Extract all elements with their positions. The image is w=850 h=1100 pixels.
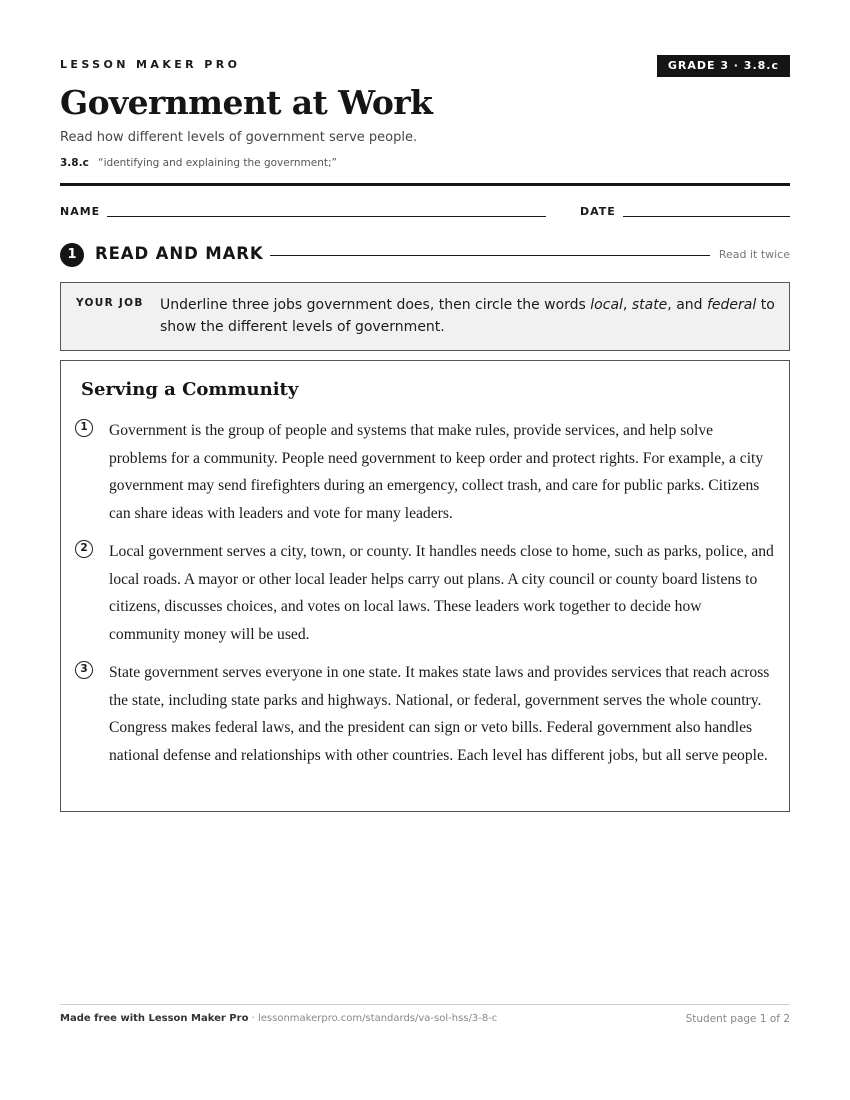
date-field[interactable] [623,216,790,217]
footer-made-with: Made free with Lesson Maker Pro [60,1013,249,1024]
section-note: Read it twice [718,248,790,261]
task-text-part: Underline three jobs government does, then circle the words [160,297,591,313]
paragraph-number-icon: 2 [75,540,93,558]
worksheet-page [60,0,790,1100]
task-word-state: state [631,297,668,313]
reading-passage [60,360,790,812]
paragraph-text: State government serves everyone in one state. It makes state laws and provides services that reach across the state, including state parks and highways. National, or federal, government serves the whole country. Congress makes federal laws, and the president can sign or veto bills. Federal government also handles national defense and relationships with other countries. Each level has different jobs, but all serve people. [109,664,770,764]
task-box [60,282,790,351]
page-subtitle: Read how different levels of government serve people. [60,130,418,145]
paragraph-number-icon: 1 [75,419,93,437]
paragraph-text: Government is the group of people and systems that make rules, provide services, and help solve problems for a community. People need government to keep order and protect rights. For example, a city government may send firefighters during an emergency, collect trash, and care for public parks. Citizens can share ideas with leaders and vote for many leaders. [109,422,764,522]
task-text-separator: , and [667,297,707,313]
task-word-federal: federal [707,297,757,313]
header-divider [60,183,790,186]
footer-page-number: Student page 1 of 2 [685,1013,790,1025]
brand-name: LESSON MAKER PRO [60,58,241,71]
task-text-separator: , [622,297,632,313]
section-number-badge: 1 [60,243,84,267]
footer-divider [60,1004,790,1005]
task-text-part: to show the different levels of government. [160,297,775,335]
page-title: Government at Work [60,83,433,122]
task-word-local: local [590,297,623,313]
task-instructions [160,294,780,338]
standard-text: “identifying and explaining the government;” [98,157,337,169]
task-label: YOUR JOB [76,297,144,309]
reading-title: Serving a Community [81,379,299,400]
footer-url[interactable]: · lessonmakerpro.com/standards/va-sol-hss/3-8-c [248,1013,498,1024]
standard-code: 3.8.c [60,157,89,169]
name-field[interactable] [107,216,546,217]
date-label: DATE [580,205,616,218]
standard-reference [60,157,337,169]
paragraph-number-icon: 3 [75,661,93,679]
paragraph-text: Local government serves a city, town, or county. It handles needs close to home, such as parks, police, and local roads. A mayor or other local leader helps carry out plans. A city council or county board listens to citizens, discusses choices, and votes on local laws. These leaders work together to decide how community money will be used. [109,543,774,643]
footer-credit [60,1013,497,1024]
grade-badge: GRADE 3 · 3.8.c [657,55,790,77]
section-title: READ AND MARK [95,244,264,263]
name-label: NAME [60,205,101,218]
section-divider [270,255,710,256]
